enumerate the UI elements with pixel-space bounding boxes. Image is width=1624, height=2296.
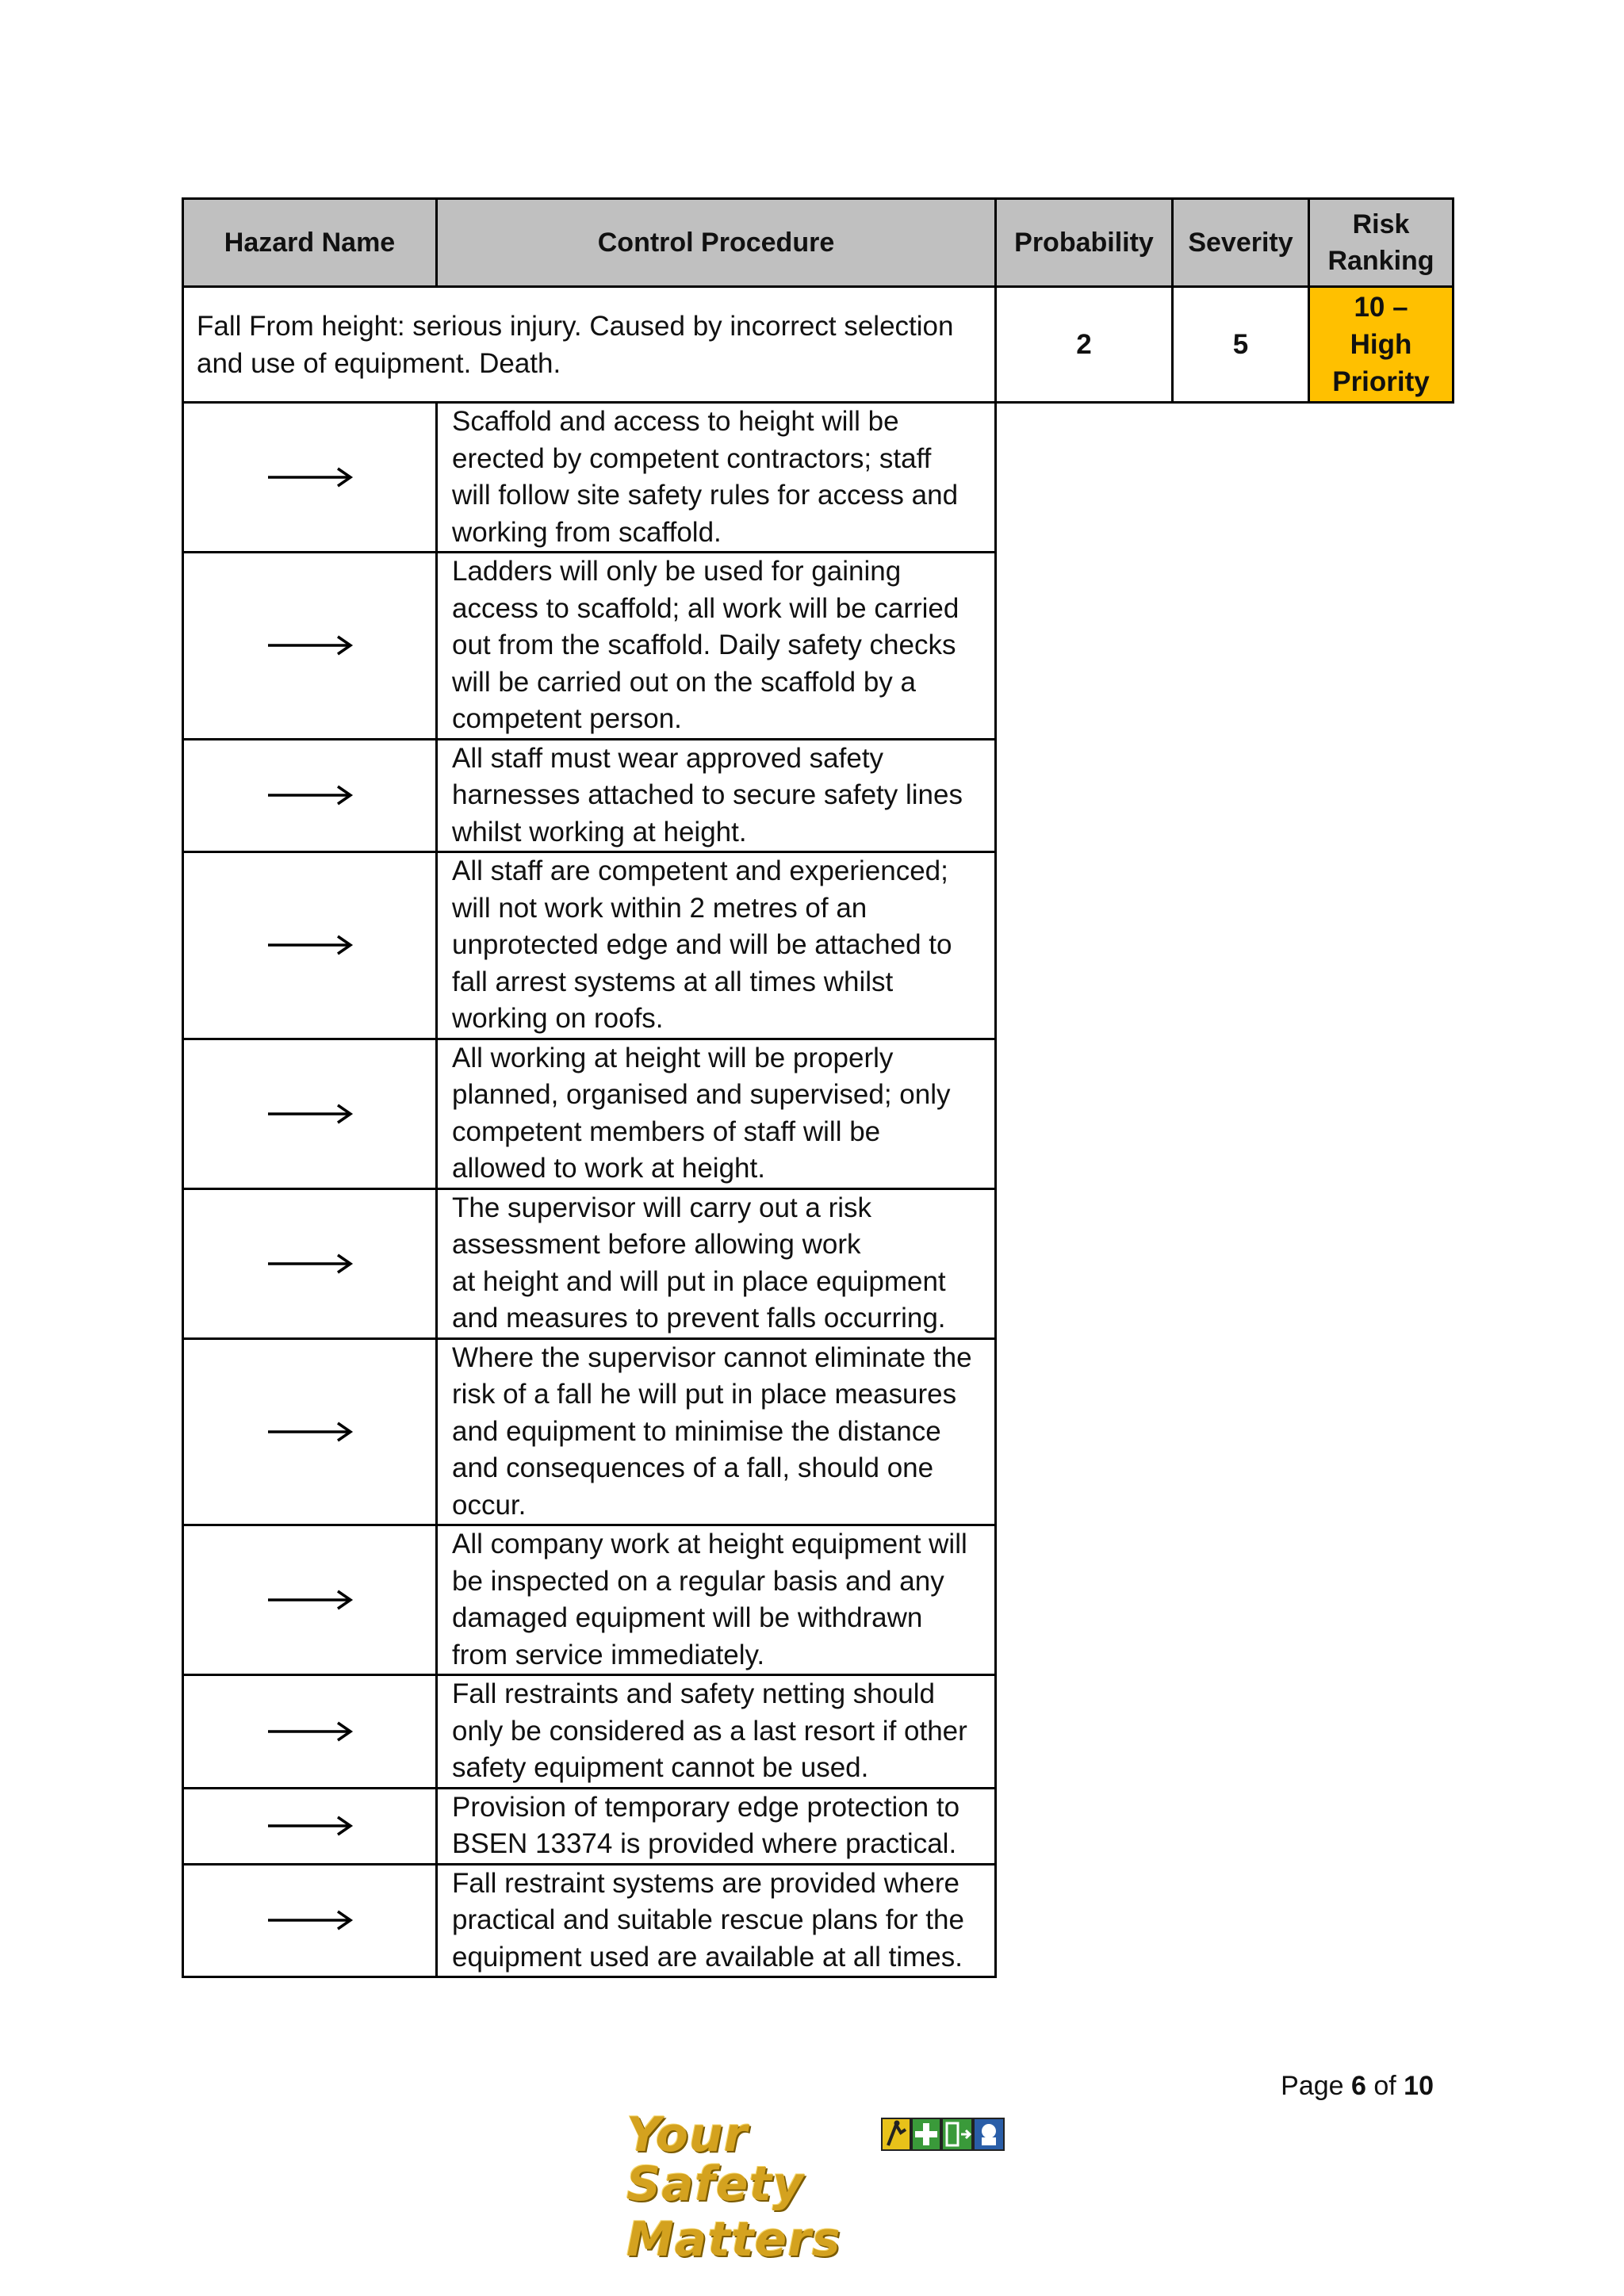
control-row [183,852,1454,1039]
logo-text-line1: Your [626,2107,749,2163]
control-arrow-cell [183,1039,437,1188]
control-procedure-text [437,553,996,740]
control-text-line: access to scaffold; all work will be carried [452,592,959,624]
control-arrow-cell [183,553,437,740]
control-text-line: and consequences of a fall, should one [452,1452,934,1483]
logo-text-line2: Safety Matters [626,2156,841,2267]
right-arrow-icon [266,1420,354,1444]
control-row [183,1188,1454,1338]
control-row [183,739,1454,852]
control-row [183,1039,1454,1188]
control-text-line: erected by competent contractors; staff [452,442,932,474]
empty-cell [996,852,1454,1039]
empty-cell [996,403,1454,553]
header-severity: Severity [1173,199,1309,287]
control-procedure-text [437,1525,996,1675]
control-procedure-text [437,852,996,1039]
control-procedure-text [437,739,996,852]
risk-assessment-table [182,197,1454,1978]
control-text-line: planned, organised and supervised; only [452,1079,951,1110]
empty-cell [996,1338,1454,1525]
control-text-line: practical and suitable rescue plans for the [452,1904,964,1935]
control-text-line: Scaffold and access to height will be [452,406,899,437]
right-arrow-icon [266,1588,354,1612]
control-text-line: whilst working at height. [452,816,747,848]
control-text-line: and equipment to minimise the distance [452,1415,941,1447]
empty-cell [996,1188,1454,1338]
your-safety-matters-logo [622,2107,1019,2267]
control-text-line: assessment before allowing work [452,1229,861,1260]
control-text-line: be inspected on a regular basis and any [452,1565,944,1597]
right-arrow-icon [266,933,354,957]
hazard-row [183,287,1454,403]
control-text-line: and measures to prevent falls occurring. [452,1303,946,1334]
page-total: 10 [1404,2071,1434,2101]
control-procedure-text [437,403,996,553]
risk-ranking-line1: 10 – [1354,292,1408,323]
page-of: of [1365,2071,1404,2101]
control-text-line: at height and will put in place equipment [452,1265,946,1297]
right-arrow-icon [266,465,354,489]
control-row [183,403,1454,553]
control-arrow-cell [183,1338,437,1525]
control-text-line: All staff must wear approved safety [452,742,884,774]
header-probability: Probability [996,199,1173,287]
control-text-line: BSEN 13374 is provided where practical. [452,1828,957,1859]
control-text-line: The supervisor will carry out a risk [452,1192,872,1223]
control-text-line: working from scaffold. [452,516,722,548]
control-text-line: will follow site safety rules for access and [452,480,959,511]
empty-cell [996,1675,1454,1789]
safety-signs-icon [880,2115,1007,2155]
control-measures [183,403,1454,1977]
page-number [1281,2071,1434,2102]
control-text-line: All staff are competent and experienced; [452,855,948,886]
hazard-description [183,287,996,403]
header-risk-ranking-line1: Risk [1352,209,1410,239]
control-text-line: out from the scaffold. Daily safety checks [452,629,956,660]
control-arrow-cell [183,1188,437,1338]
control-procedure-text [437,1338,996,1525]
empty-cell [996,739,1454,852]
control-procedure-text [437,1039,996,1188]
control-arrow-cell [183,852,437,1039]
control-text-line: safety equipment cannot be used. [452,1752,869,1783]
control-row [183,1675,1454,1789]
control-arrow-cell [183,403,437,553]
control-text-line: equipment used are available at all times. [452,1941,963,1973]
control-row [183,1864,1454,1977]
header-risk-ranking [1309,199,1454,287]
hazard-probability: 2 [996,287,1173,403]
control-text-line: fall arrest systems at all times whilst [452,966,894,997]
control-text-line: Fall restraints and safety netting should [452,1678,935,1709]
right-arrow-icon [266,1252,354,1276]
control-text-line: All working at height will be properly [452,1042,894,1073]
control-text-line: Fall restraint systems are provided where [452,1867,959,1899]
control-text-line: will be carried out on the scaffold by a [452,666,916,698]
empty-cell [996,553,1454,740]
control-procedure-text [437,1788,996,1864]
control-row [183,1525,1454,1675]
control-arrow-cell [183,739,437,852]
page-prefix: Page [1281,2071,1351,2101]
control-procedure-text [437,1675,996,1789]
control-text-line: will not work within 2 metres of an [452,892,868,924]
right-arrow-icon [266,1102,354,1126]
control-row [183,1788,1454,1864]
header-risk-ranking-line2: Ranking [1327,246,1434,276]
hazard-description-line2: and use of equipment. Death. [197,347,561,379]
control-arrow-cell [183,1675,437,1789]
control-procedure-text [437,1188,996,1338]
hazard-risk-ranking [1309,287,1454,403]
control-text-line: unprotected edge and will be attached to [452,929,952,960]
control-row [183,1338,1454,1525]
right-arrow-icon [266,1814,354,1838]
control-text-line: occur. [452,1489,527,1521]
risk-ranking-line2: High [1350,329,1412,360]
control-arrow-cell [183,1864,437,1977]
right-arrow-icon [266,1908,354,1932]
hazard-description-line1: Fall From height: serious injury. Caused by incorrect selection [197,310,954,342]
control-arrow-cell [183,1525,437,1675]
page-current: 6 [1351,2071,1366,2101]
control-text-line: Provision of temporary edge protection to [452,1791,960,1823]
control-text-line: competent person. [452,703,682,734]
empty-cell [996,1525,1454,1675]
control-text-line: harnesses attached to secure safety lines [452,779,963,810]
control-text-line: All company work at height equipment will [452,1529,967,1559]
empty-cell [996,1039,1454,1188]
control-text-line: risk of a fall he will put in place measures [452,1379,957,1410]
control-text-line: from service immediately. [452,1639,765,1670]
control-text-line: allowed to work at height. [452,1153,765,1184]
header-hazard-name: Hazard Name [183,199,437,287]
control-text-line: working on roofs. [452,1003,664,1034]
control-row [183,553,1454,740]
right-arrow-icon [266,783,354,807]
table-header-row [183,199,1454,287]
empty-cell [996,1864,1454,1977]
control-text-line: Ladders will only be used for gaining [452,556,902,587]
control-text-line: competent members of staff will be [452,1115,881,1147]
header-control-procedure: Control Procedure [437,199,996,287]
hazard-severity: 5 [1173,287,1309,403]
right-arrow-icon [266,1720,354,1743]
control-procedure-text [437,1864,996,1977]
control-text-line: Where the supervisor cannot eliminate the [452,1341,972,1373]
control-arrow-cell [183,1788,437,1864]
control-text-line: only be considered as a last resort if other [452,1715,967,1747]
risk-ranking-line3: Priority [1332,366,1430,397]
control-text-line: damaged equipment will be withdrawn [452,1602,923,1633]
empty-cell [996,1788,1454,1864]
right-arrow-icon [266,633,354,657]
